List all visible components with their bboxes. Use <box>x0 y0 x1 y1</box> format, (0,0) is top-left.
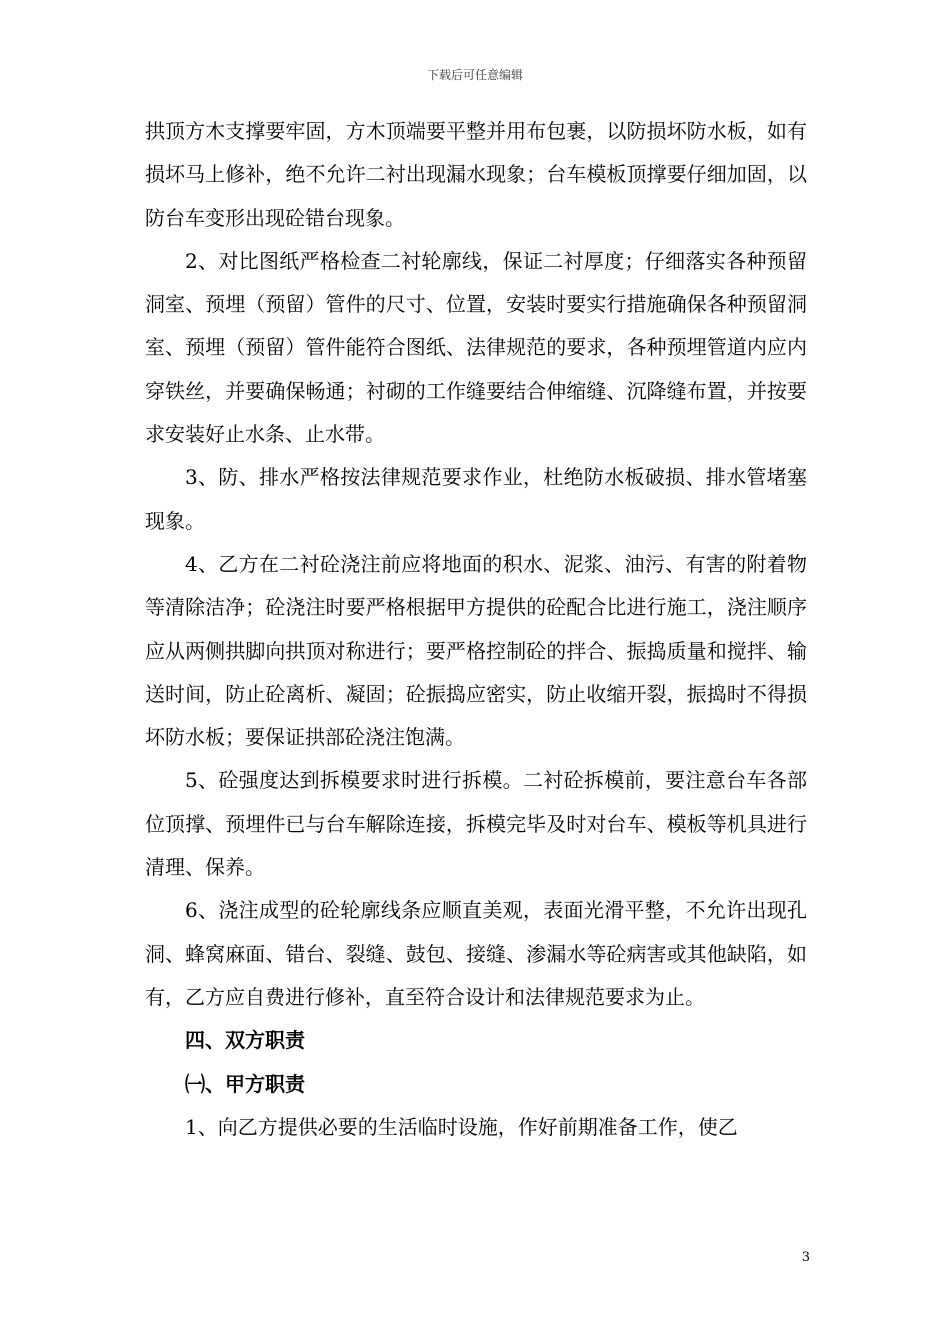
paragraph-item-3: 3、防、排水严格按法律规范要求作业，杜绝防水板破损、排水管堵塞现象。 <box>145 465 807 533</box>
paragraph-item-4: 4、乙方在二衬砼浇注前应将地面的积水、泥浆、油污、有害的附着物等清除洁净；砼浇注时要严格根据甲方提供的砼配合比进行施工，浇注顺序应从两侧拱脚向拱顶对称进行；要严格控制砼的拌合、振捣质量和搅拌、输送时间，防止砼离析、凝固；砼振捣应密实，防止收缩开裂，振捣时不得损坏防水板；要保证拱部砼浇注饱满。 <box>145 551 807 750</box>
paragraph-item-2: 2、对比图纸严格检查二衬轮廓线，保证二衬厚度；仔细落实各种预留洞室、预埋（预留）管件的尺寸、位置，安装时要实行措施确保各种预留洞室、预埋（预留）管件能符合图纸、法律规范的要求，各种预埋管道内应内穿铁丝，并要确保畅通；衬砌的工作缝要结合伸缩缝、沉降缝布置，并按要求安装好止水条、止水带。 <box>145 248 807 447</box>
paragraph-responsibility-1: 1、向乙方提供必要的生活临时设施，作好前期准备工作，使乙 <box>185 1114 738 1139</box>
paragraph-item-5: 5、砼强度达到拆模要求时进行拆模。二衬砼拆模前，要注意台车各部位顶撑、预埋件已与台车解除连接，拆模完毕及时对台车、模板等机具进行清理、保养。 <box>145 768 807 880</box>
section-heading-four: 四、双方职责 <box>185 1028 305 1053</box>
paragraph-continuation: 拱顶方木支撑要牢固，方木顶端要平整并用布包裹，以防损坏防水板，如有损坏马上修补，绝不允许二衬出现漏水现象；台车模板顶撑要仔细加固，以防台车变形出现砼错台现象。 <box>145 119 807 230</box>
subsection-heading-one: ㈠、甲方职责 <box>185 1071 305 1096</box>
header-note: 下载后可任意编辑 <box>426 68 523 82</box>
paragraph-item-6: 6、浇注成型的砼轮廓线条应顺直美观，表面光滑平整，不允许出现孔洞、蜂窝麻面、错台、裂缝、鼓包、接缝、渗漏水等砼病害或其他缺陷，如有，乙方应自费进行修补，直至符合设计和法律规范要求为止。 <box>145 898 807 1009</box>
document-body <box>145 110 807 1149</box>
page-number: 3 <box>801 1250 810 1265</box>
